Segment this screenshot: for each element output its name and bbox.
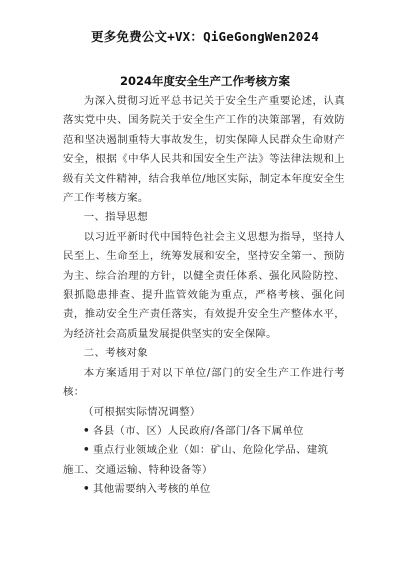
bullet-icon: • bbox=[83, 444, 90, 457]
section-heading-guiding-ideology: 一、指导思想 bbox=[83, 211, 148, 224]
document-body bbox=[63, 92, 345, 500]
list-item bbox=[63, 441, 345, 480]
section-heading-assessment-targets: 二、考核对象 bbox=[83, 347, 148, 360]
list-item-text: 各县（市、区）人民政府/各部门/各下属单位 bbox=[93, 424, 304, 437]
intro-paragraph: 为深入贯彻习近平总书记关于安全生产重要论述，认真落实党中央、国务院关于安全生产工作的决策部署，有效防范和坚决遏制重特大事故发生，切实保障人民群众生命财产安全，根据《中华人民共和国安全生产法》等法律法规和上级有关文件精神，结合我单位/地区实际，制定本年度安全生产工作考核方案。 bbox=[63, 95, 345, 205]
bullet-icon: • bbox=[83, 483, 90, 496]
list-item-text: 重点行业领域企业（如：矿山、危险化学品、建筑 bbox=[93, 444, 329, 457]
adjustment-note: （可根据实际情况调整） bbox=[83, 405, 201, 418]
list-item-text-continued: 施工、交通运输、特种设备等） bbox=[63, 463, 213, 476]
list-item bbox=[63, 422, 345, 441]
bullet-icon: • bbox=[83, 424, 90, 437]
guiding-ideology-paragraph: 以习近平新时代中国特色社会主义思想为指导，坚持人民至上、生命至上，统筹发展和安全，坚持安全第一、预防为主、综合治理的方针，以健全责任体系、强化风险防控、狠抓隐患排查、提升监管效能为重点，严格考核、强化问责，推动安全生产责任落实，有效提升安全生产整体水平，为经济社会高质量发展提供坚实的安全保障。 bbox=[63, 230, 345, 340]
watermark-text: 更多免费公文+VX：QiGeGongWen2024 bbox=[91, 29, 319, 44]
list-item-text: 其他需要纳入考核的单位 bbox=[93, 483, 211, 496]
list-item bbox=[63, 480, 345, 499]
assessment-targets-paragraph: 本方案适用于对以下单位/部门的安全生产工作进行考核： bbox=[63, 366, 345, 399]
document-title: 2024年度安全生产工作考核方案 bbox=[119, 74, 290, 88]
